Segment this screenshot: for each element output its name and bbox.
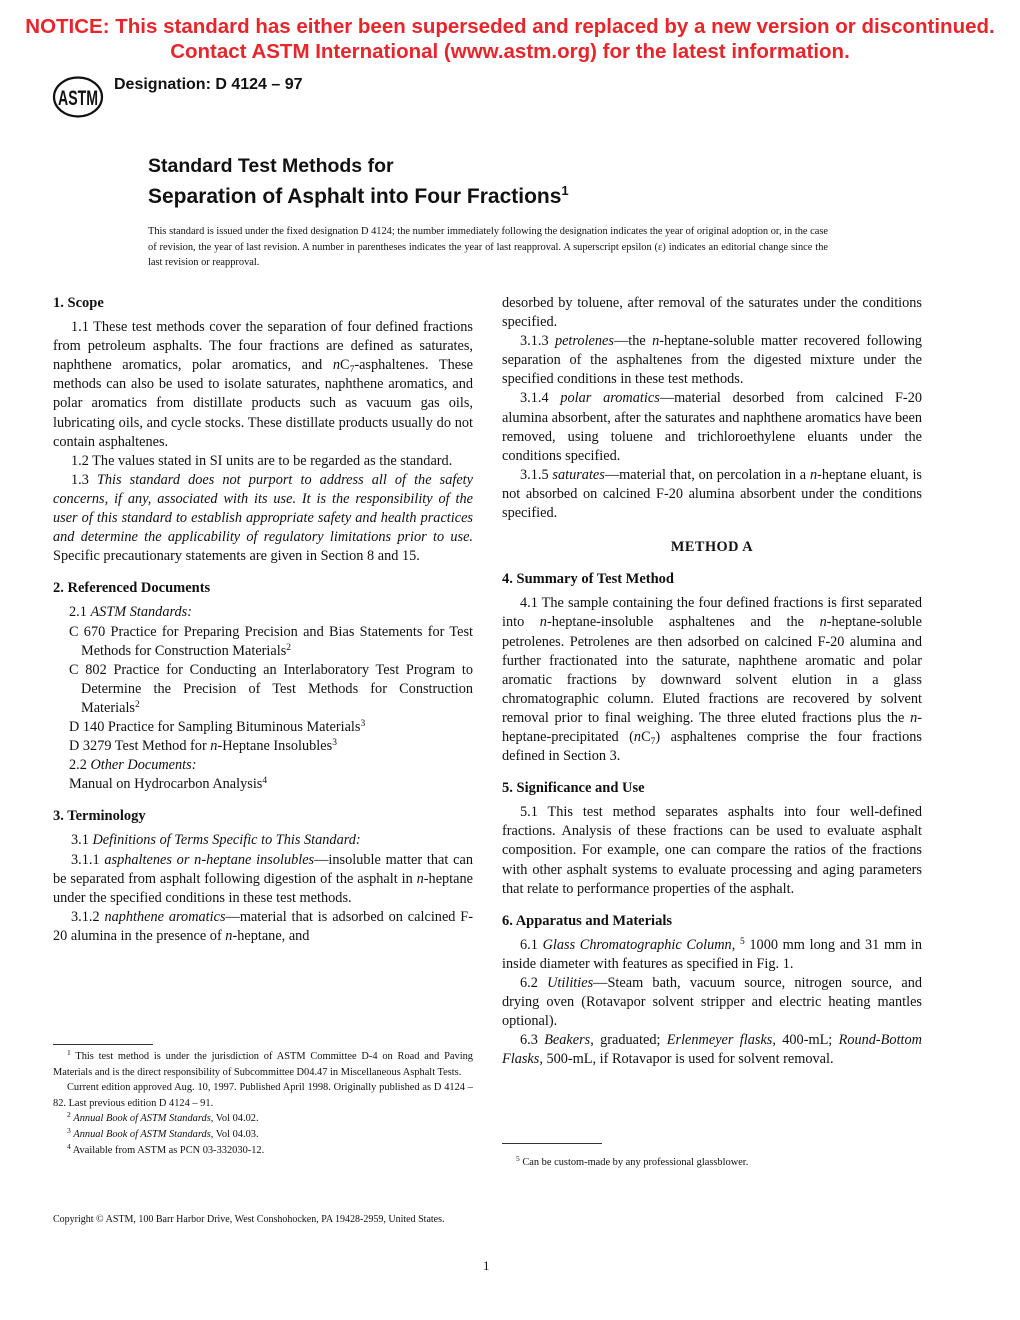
term-3-1-1-a: —insoluble matter that can be separated from asphalt following digestion of the asphalt in	[53, 851, 474, 887]
ref-c802-fn: 2	[135, 699, 140, 710]
apparatus-heading: 6. Apparatus and Materials	[502, 912, 672, 929]
term-3-1-5	[502, 466, 922, 523]
apparatus-6-3-t2: Erlenmeyer flasks	[666, 1032, 773, 1049]
fn3-mark: 3	[67, 1125, 71, 1135]
apparatus-6-2-text: —Steam bath, vacuum source, nitrogen source, and drying oven (Rotavapor solvent stripper and electric heating mantles optional).	[502, 975, 922, 1030]
fn4-mark: 4	[67, 1141, 71, 1151]
notice-banner	[20, 14, 1000, 64]
apparatus-6-1-num: 6.1	[520, 936, 543, 953]
apparatus-6-2	[502, 974, 922, 1031]
refdocs-2-1	[53, 603, 473, 622]
term-3-1-1	[53, 851, 473, 908]
astm-logo-icon	[52, 76, 104, 118]
page-number: 1	[483, 1258, 490, 1273]
n-italic: n	[332, 357, 341, 374]
fn3-text: Annual Book of ASTM Standards	[73, 1128, 211, 1140]
refdocs-2-1-num: 2.1	[69, 604, 91, 621]
n-italic: n	[416, 870, 424, 887]
term-3-1-italic: Definitions of Terms Specific to This Standard:	[92, 832, 361, 849]
scope-1-1	[53, 318, 473, 452]
apparatus-6-1-text: 1000 mm long and 31 mm in inside diameter with features as specified in Fig. 1.	[502, 936, 923, 972]
issued-note: This standard is issued under the fixed designation D 4124; the number immediately following the designation indicates the year of original adoption or, in the case of revision, the year of last revision. A number in parentheses indicates the year of last reapproval. A superscript epsilon (ε) indicates an editorial change since the last revision or reapproval.	[148, 226, 829, 269]
term-3-1-5-a: —material that, on percolation in a	[604, 466, 810, 483]
term-3-1-3-num: 3.1.3	[520, 333, 555, 350]
refdocs-2-2-label: Other Documents:	[90, 757, 197, 774]
footnote-rule-left	[53, 1044, 153, 1045]
term-3-1-4	[502, 389, 922, 465]
right-column	[502, 294, 922, 1069]
title-footnote-ref: 1	[561, 183, 569, 198]
terminology-heading: 3. Terminology	[53, 808, 146, 825]
fn3-tail: , Vol 04.03.	[210, 1128, 259, 1140]
title-line-2	[148, 178, 569, 210]
fn4-text: Available from ASTM as PCN 03-332030-12.	[70, 1144, 265, 1156]
term-3-1-2-a: —material that is adsorbed on calcined F-20 alumina in the presence of	[53, 908, 474, 944]
scope-1-3-italic: This standard does not purport to address all of the safety concerns, if any, associated with its use. It is the responsibility of the user of this standard to establish appropriate safety and health practices and determine the applicability of regulatory limitations prior to use.	[53, 471, 473, 546]
footnote-4	[53, 1143, 473, 1159]
term-3-1-1-term: asphaltenes or n-heptane insolubles	[104, 851, 315, 868]
fn2-mark: 2	[67, 1110, 71, 1120]
term-3-1-3-term: petrolenes	[554, 333, 614, 350]
summary-4-1	[502, 594, 922, 766]
term-3-1-4-term: polar aromatics	[560, 390, 660, 407]
ref-c670	[53, 623, 473, 661]
footnote-1	[53, 1049, 473, 1080]
refdocs-heading: 2. Referenced Documents	[53, 580, 211, 597]
ref-manual	[53, 775, 473, 794]
ref-d3279	[53, 737, 473, 756]
summary-a: 4.1 The sample containing the four defined fractions is first separated into	[502, 595, 922, 631]
term-3-1-3-a: —the	[613, 333, 653, 350]
ref-c802	[53, 661, 473, 718]
summary-heading: 4. Summary of Test Method	[502, 571, 674, 588]
footnote-2	[53, 1111, 473, 1127]
copyright: Copyright © ASTM, 100 Barr Harbor Drive, West Conshohocken, PA 19428-2959, United States.	[53, 1214, 445, 1225]
scope-1-1-text: 1.1 These test methods cover the separation of four defined fractions from petroleum asphalts. The four fractions are defined as saturates, naphthene aromatics, polar aromatics, and	[53, 319, 473, 374]
document-title	[148, 154, 569, 210]
footnote-3	[53, 1127, 473, 1143]
ref-d140	[53, 718, 473, 737]
footnotes-left	[53, 1049, 473, 1158]
ref-d3279-a: D 3279 Test Method for	[69, 738, 211, 755]
scope-1-1-text-2: -asphaltenes. These methods can also be used to isolate saturates, naphthene aromatics, and polar aromatics from distillate products such as vacuum gas oils, lubricating oils, and cycle stocks. These distillate products usually do not contain asphaltenes.	[53, 357, 473, 450]
c-letter: C	[340, 357, 350, 374]
term-3-1-2-cont: desorbed by toluene, after removal of the saturates under the conditions specified.	[502, 295, 922, 331]
significance-5-1: 5.1 This test method separates asphalts into four well-defined fractions. Analysis of these fractions can be used to evaluate asphalt composition. For example, one can compare the ratios of the fractions with other asphalt systems to evaluate processing and aging parameters that relate to performance properties of the asphalt.	[502, 804, 922, 897]
term-3-1-2	[53, 908, 473, 946]
ref-manual-fn: 4	[262, 776, 268, 787]
summary-e: ) asphaltenes comprise the four fractions defined in Section 3.	[502, 728, 922, 765]
fn2-text: Annual Book of ASTM Standards	[73, 1113, 211, 1125]
scope-1-3	[53, 471, 473, 566]
footnote-rule-right	[502, 1143, 602, 1144]
scope-1-2: 1.2 The values stated in SI units are to be regarded as the standard.	[71, 452, 453, 469]
notice-line-1: NOTICE: This standard has either been superseded and replaced by a new version or discontinued.	[25, 15, 995, 38]
refdocs-2-1-label: ASTM Standards:	[90, 604, 192, 621]
fn5-text: Can be custom-made by any professional glassblower.	[519, 1157, 749, 1168]
term-3-1-1-num: 3.1.1	[71, 851, 105, 868]
scope-1-3-num: 1.3	[71, 471, 97, 488]
apparatus-6-3-t3: Round-Bottom Flasks	[502, 1032, 922, 1068]
notice-line-2: Contact ASTM International (www.astm.org) for the latest information.	[170, 40, 850, 63]
c-letter: C	[641, 728, 651, 745]
method-a-heading: METHOD A	[670, 539, 754, 556]
term-3-1-5-term: saturates	[552, 466, 605, 483]
footnote-5	[502, 1155, 922, 1171]
refdocs-2-2-num: 2.2	[69, 757, 91, 774]
apparatus-6-3	[502, 1031, 922, 1069]
n-italic: n	[210, 738, 218, 755]
ref-c802-text: C 802 Practice for Conducting an Interlaboratory Test Program to Determine the Precision of Test Methods for Construction Materials	[69, 661, 473, 716]
term-3-1-1-b: -heptane under the specified conditions in these test methods.	[53, 870, 473, 906]
scope-1-3-tail: Specific precautionary statements are given in Section 8 and 15.	[53, 548, 420, 565]
term-3-1-4-a: —material desorbed from calcined F-20 alumina absorbent, after the saturates and naphthene aromatics have been removed, using toluene and trichloroethylene eluants under the conditions specified.	[502, 390, 922, 464]
apparatus-6-2-term: Utilities	[547, 975, 594, 991]
ref-c670-text: C 670 Practice for Preparing Precision and Bias Statements for Test Methods for Construction Materials	[69, 623, 473, 659]
term-3-1-3-b: -heptane-soluble matter recovered following separation of the asphaltenes from the digested mixture under the specified conditions in these test methods.	[502, 333, 922, 388]
term-3-1-num: 3.1	[71, 832, 93, 849]
left-column	[53, 294, 473, 946]
fn1-mark: 1	[67, 1048, 71, 1057]
apparatus-6-1-fn: 5	[739, 936, 745, 947]
n-italic: n	[652, 333, 660, 350]
scope-heading: 1. Scope	[53, 295, 104, 311]
term-3-1-4-num: 3.1.4	[520, 390, 561, 407]
fn1-text: This test method is under the jurisdiction of ASTM Committee D-4 on Road and Paving Materials and is the direct responsibility of Subcommittee D04.47 in Miscellaneous Asphalt Tests.	[53, 1051, 473, 1078]
fn2-tail: , Vol 04.02.	[210, 1113, 259, 1125]
apparatus-6-3-a: , graduated;	[590, 1032, 667, 1049]
apparatus-6-3-c: , 500-mL, if Rotavapor is used for solvent removal.	[539, 1051, 834, 1068]
summary-b: -heptane-insoluble asphaltenes and the	[546, 614, 820, 631]
fn5-mark: 5	[516, 1154, 520, 1163]
term-3-1-2-b: -heptane, and	[232, 927, 310, 944]
refdocs-2-2	[53, 756, 473, 775]
n-italic: n	[809, 466, 818, 483]
apparatus-6-1-term: Glass Chromatographic Column	[542, 936, 732, 953]
n-italic: n	[225, 927, 233, 944]
apparatus-6-3-b: , 400-mL;	[772, 1032, 839, 1049]
ref-manual-text: Manual on Hydrocarbon Analysis	[69, 776, 263, 793]
title-line-1: Standard Test Methods for	[148, 155, 394, 177]
n-italic: n	[539, 614, 547, 631]
designation: Designation: D 4124 – 97	[114, 76, 303, 93]
ref-d3279-b: -Heptane Insolubles	[217, 738, 333, 755]
sub-7: 7	[650, 736, 656, 747]
apparatus-6-2-num: 6.2	[520, 975, 548, 991]
astm-logo-text: ASTM	[58, 87, 98, 110]
ref-c670-fn: 2	[286, 642, 292, 653]
n-italic: n	[910, 709, 918, 726]
ref-d3279-fn: 3	[332, 738, 337, 749]
ref-d140-fn: 3	[360, 718, 366, 729]
term-3-1-3	[502, 332, 922, 389]
n-italic: n	[819, 614, 827, 631]
summary-d: -heptane-precipitated (	[502, 709, 922, 745]
term-3-1	[53, 831, 473, 850]
summary-c: -heptane-soluble petrolenes. Petrolenes are then adsorbed on calcined F-20 alumina and further fractionated into the saturate, naphthene aromatic and polar aromatic fractions by downward solvent elution in a glass chromatographic column. Eluted fractions are recovered by solvent removal prior to final weighing. The three eluted fractions plus the	[502, 614, 922, 726]
apparatus-6-3-num: 6.3	[520, 1032, 545, 1049]
title-main: Separation of Asphalt into Four Fractions	[148, 185, 562, 208]
significance-heading: 5. Significance and Use	[502, 780, 645, 797]
sub-7: 7	[349, 365, 355, 376]
footnote-1b: Current edition approved Aug. 10, 1997. Published April 1998. Originally published as D 4124 – 82. Last previous edition D 4124 – 91.	[53, 1082, 473, 1109]
term-3-1-2-num: 3.1.2	[71, 908, 105, 925]
footnotes-right	[502, 1155, 922, 1171]
term-3-1-5-b: -heptane eluant, is not absorbed on calcined F-20 alumina absorbent under the conditions specified.	[502, 466, 922, 522]
apparatus-6-3-t1: Beakers	[544, 1032, 591, 1049]
term-3-1-2-term: naphthene aromatics	[104, 908, 226, 925]
term-3-1-5-num: 3.1.5	[520, 466, 553, 483]
ref-d140-text: D 140 Practice for Sampling Bituminous Materials	[69, 718, 361, 735]
n-italic: n	[633, 728, 642, 745]
apparatus-6-1: 6.1 Glass Chromatographic Column, $^5$ 1000 mm long and 31 mm in inside diameter with features as specified in Fig. 1.	[502, 936, 923, 972]
